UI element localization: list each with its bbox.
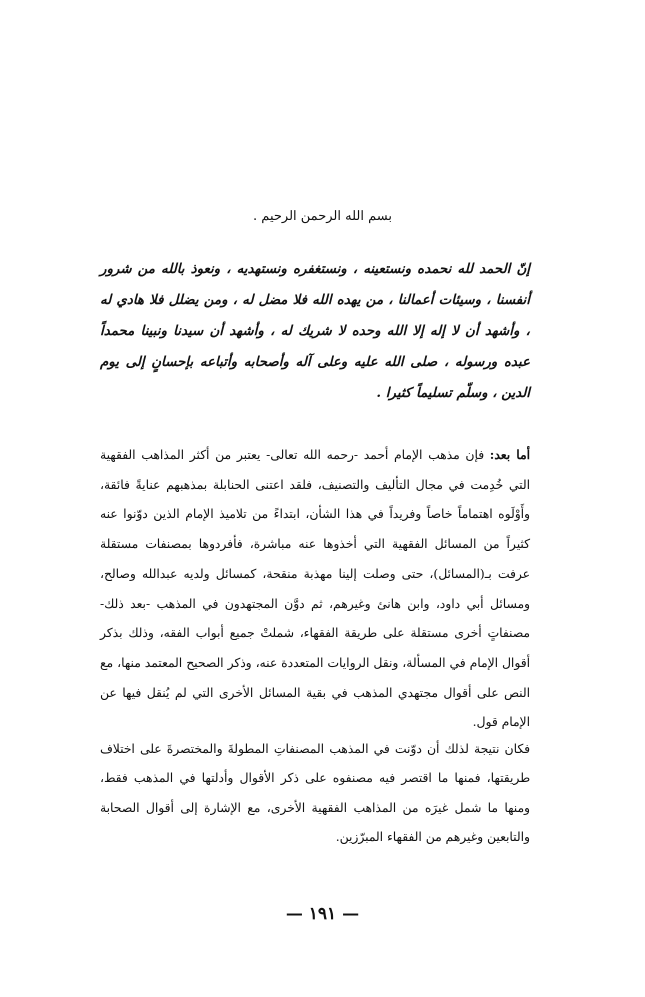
basmala-heading: بسم الله الرحمن الرحيم .: [253, 209, 392, 224]
closing-paragraph: فكان نتيجة لذلك أن دوّنت في المذهب المصنفاتِ المطولةَ والمختصرةَ على اختلاف طريقتها، فمنها ما اقتصر فيه مصنفوه على ذكر الأقوال وأدلتها في المذهب فقط، ومنها ما شمل غيرَه من المذاهب الفقهية الأخرى، مع الإشارة إلى أقوال الصحابة والتابعين وغيرهم من الفقهاء المبرّزين.: [100, 742, 530, 844]
main-paragraph: [100, 440, 530, 738]
paragraph-lead-phrase: أما بعد:: [489, 447, 530, 462]
page-number: — ١٩١ —: [285, 904, 360, 924]
opening-sermon-paragraph: إنّ الحمد لله نحمده ونستعينه ، ونستغفره ونستهديه ، ونعوذ بالله من شرور أنفسنا ، وسيئات أعمالنا ، من يهده الله فلا مضل له ، ومن يضلل فلا هادي له ، وأشهد أن لا إله إلا الله وحده لا شريك له ، وأشهد أن سيدنا ونبينا محمداً عبده ورسوله ، صلى الله عليه وعلى آله وأصحابه وأتباعه بإحسانٍ إلى يوم الدين ، وسلّم تسليماً كثيرا .: [100, 261, 530, 401]
main-paragraph-text: فإن مذهب الإمام أحمد -رحمه الله تعالى- يعتبر من أكثر المذاهب الفقهية التي خُدِمت في مجال التأليف والتصنيف، فلقد اعتنى الحنابلة بمذهبهم عنايةً فائقة، وأَوْلَوه اهتماماً خاصاً وفريداً في هذا الشأن، ابتداءً من تلاميذ الإمام الذين دوّنوا عنه كثيراً من المسائل الفقهية التي أخذوها عنه مباشرة، فأفردوها بمصنفات مستقلة عرفت بـ(المسائل)، حتى وصلت إلينا مهذبة منقحة، كمسائل ولديه عبدالله وصالح، ومسائل أبي داود، وابن هانئ وغيرهم، ثم دوَّن المجتهدون في المذهب -بعد ذلك- مصنفاتٍ أخرى مستقلة على طريقة الفقهاء، شملتْ جميع أبواب الفقه، وذلك بذكر أقوال الإمام في المسألة، ونقل الروايات المتعددة عنه، وذكر الصحيح المعتمد منها، مع النص على أقوال مجتهدي المذهب في بقية المسائل الأخرى التي لم يُنقل فيها عن الإمام قول.: [100, 448, 530, 730]
